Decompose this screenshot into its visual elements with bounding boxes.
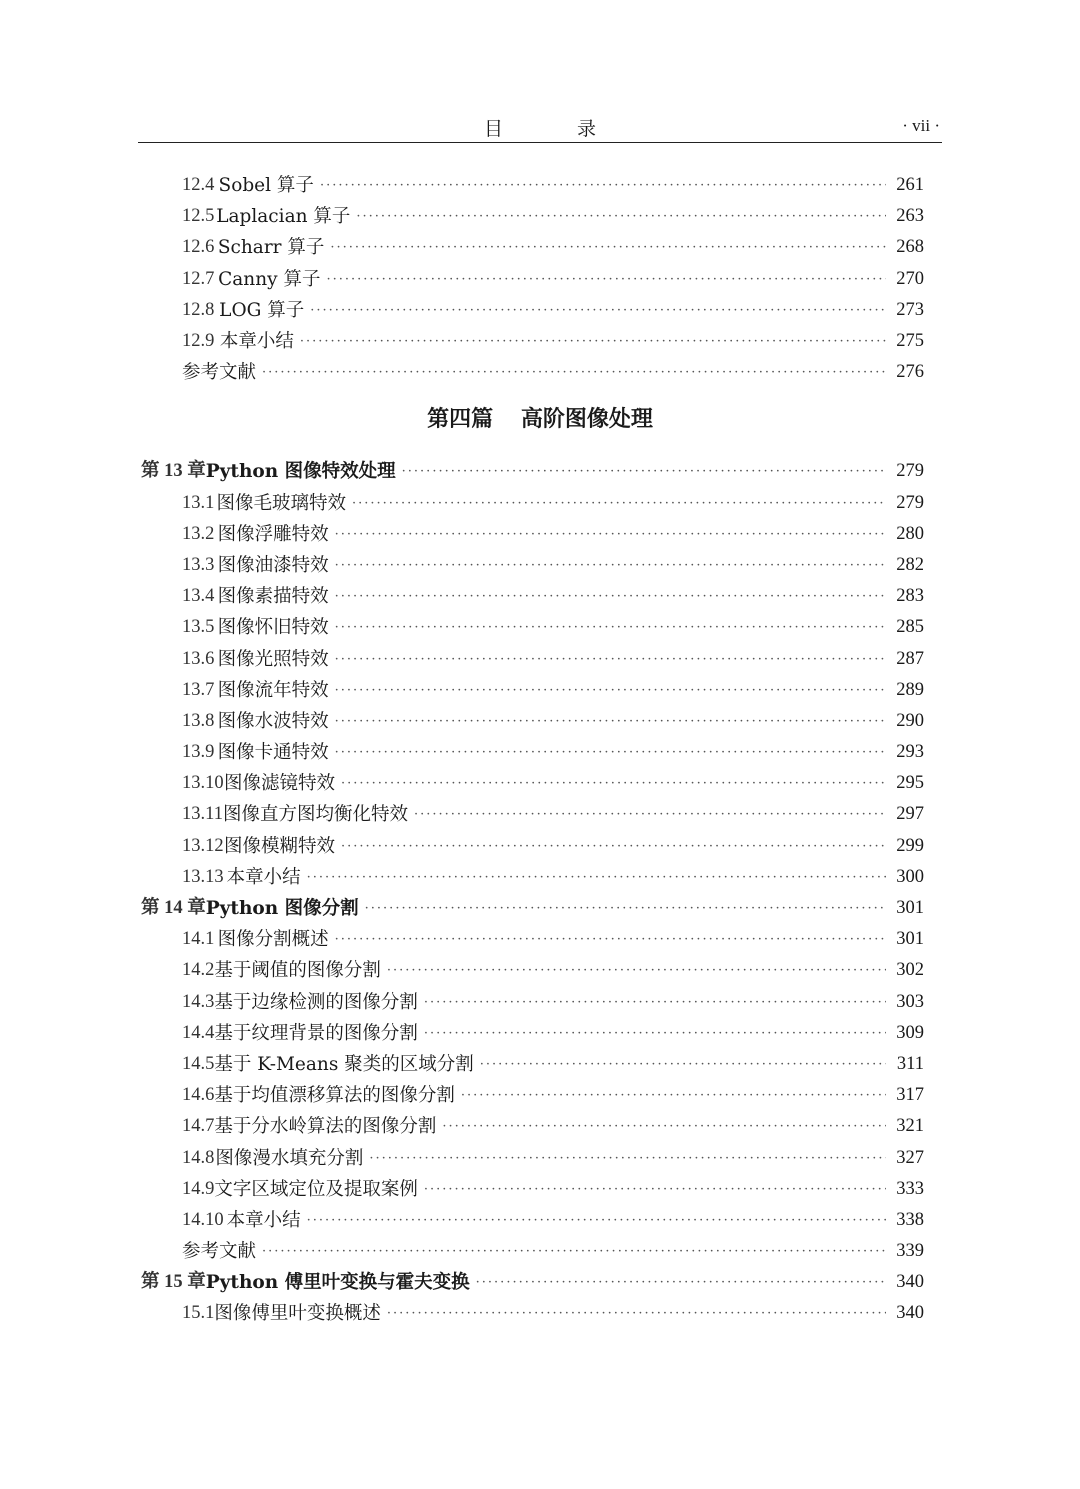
page-number: 270: [896, 268, 924, 289]
toc-entry[interactable]: [0, 737, 924, 768]
toc-entry[interactable]: [0, 643, 924, 674]
toc-entry[interactable]: [0, 550, 924, 581]
section-number: 14.2: [182, 960, 215, 981]
section-title: Sobel 算子: [218, 175, 314, 197]
section-number: 13.9: [182, 742, 215, 763]
page-number: 293: [896, 742, 924, 763]
section-number: 14.6: [182, 1085, 215, 1106]
toc-chapter-entry[interactable]: [0, 1267, 924, 1298]
section-number: 14.3: [182, 991, 215, 1012]
page-number: 295: [896, 773, 924, 794]
page-number: 301: [896, 929, 924, 950]
leader-dots: [369, 1143, 886, 1174]
leader-dots: [424, 987, 886, 1018]
leader-dots: [461, 1080, 886, 1111]
leader-dots: [476, 1267, 886, 1298]
page-number: 309: [896, 1022, 924, 1043]
leader-dots: [320, 170, 886, 201]
section-title: 图像滤镜特效: [223, 773, 335, 795]
toc-section-chapter-12: [0, 170, 1080, 388]
section-title: 图像素描特效: [217, 586, 329, 608]
section-title: 图像怀旧特效: [217, 617, 329, 639]
chapter-title: Python 图像分割: [205, 898, 359, 920]
leader-dots: [310, 295, 886, 326]
section-number: 13.2: [182, 523, 215, 544]
page-number: 317: [896, 1085, 924, 1106]
section-title: 基于均值漂移算法的图像分割: [214, 1085, 455, 1107]
leader-dots: [335, 612, 886, 643]
leader-dots: [387, 955, 886, 986]
leader-dots: [330, 232, 886, 263]
leader-dots: [335, 519, 886, 550]
section-number: 13.1: [182, 492, 215, 513]
section-number: 13.13: [182, 866, 224, 887]
leader-dots: [402, 456, 886, 487]
section-title: 基于纹理背景的图像分割: [214, 1022, 418, 1044]
toc-entry[interactable]: [0, 232, 924, 263]
toc-entry[interactable]: [0, 1018, 924, 1049]
leader-dots: [335, 644, 886, 675]
section-title: 图像水波特效: [217, 710, 329, 732]
leader-dots: [262, 1236, 886, 1267]
leader-dots: [341, 831, 886, 862]
toc-entry[interactable]: [0, 862, 924, 893]
toc-entry[interactable]: [0, 706, 924, 737]
page-number: 333: [896, 1178, 924, 1199]
section-title: Scharr 算子: [217, 237, 325, 259]
part-name: 高阶图像处理: [520, 406, 653, 433]
page-number: 283: [896, 586, 924, 607]
section-number: 13.12: [182, 835, 224, 856]
leader-dots: [335, 737, 886, 768]
page-number: 261: [896, 175, 924, 196]
section-number: 13.4: [182, 586, 215, 607]
chapter-number: 第 15 章: [141, 1272, 206, 1293]
toc-entry[interactable]: [0, 519, 924, 550]
section-number: 13.3: [182, 554, 215, 575]
toc-entry[interactable]: [0, 295, 924, 326]
page-number: 321: [896, 1116, 924, 1137]
toc-entry[interactable]: [0, 831, 924, 862]
header-page-number: · vii ·: [902, 116, 940, 135]
section-title: 图像傅里叶变换概述: [214, 1303, 381, 1325]
section-number: 15.1: [182, 1303, 215, 1324]
section-number: 14.9: [182, 1178, 215, 1199]
leader-dots: [424, 1174, 886, 1205]
section-title: 图像直方图均衡化特效: [222, 804, 408, 826]
section-number: 13.8: [182, 710, 215, 731]
toc-entry[interactable]: [0, 1049, 924, 1080]
page-number: 340: [896, 1303, 924, 1324]
section-title: 图像毛玻璃特效: [216, 492, 346, 514]
toc-entry[interactable]: [0, 1205, 924, 1236]
leader-dots: [335, 675, 886, 706]
section-number: 12.8: [182, 299, 215, 320]
section-number: 13.10: [182, 773, 224, 794]
leader-dots: [307, 862, 886, 893]
page-number: 301: [896, 898, 924, 919]
section-title: 基于阈值的图像分割: [214, 960, 381, 982]
section-number: 14.5: [182, 1053, 215, 1074]
toc-entry[interactable]: [0, 488, 924, 519]
section-number: 12.4: [182, 175, 215, 196]
section-title: 图像漫水填充分割: [215, 1147, 364, 1169]
toc-entry[interactable]: [0, 170, 924, 201]
part-label: 第四篇: [427, 406, 494, 433]
section-title: 文字区域定位及提取案例: [214, 1178, 418, 1200]
section-number: 14.10: [182, 1209, 224, 1230]
section-number: 12.5: [182, 206, 215, 227]
section-title: 图像分割概述: [217, 929, 329, 951]
page-number: 279: [896, 492, 924, 513]
leader-dots: [300, 326, 886, 357]
leader-dots: [365, 893, 886, 924]
page-header: [138, 112, 942, 143]
section-number: 14.4: [182, 1022, 215, 1043]
leader-dots: [414, 799, 886, 830]
toc-entry[interactable]: [0, 581, 924, 612]
page-number: 299: [896, 835, 924, 856]
toc-entry[interactable]: [0, 1174, 924, 1205]
toc-entry[interactable]: [0, 924, 924, 955]
leader-dots: [442, 1111, 886, 1142]
page-number: 340: [896, 1272, 924, 1293]
page-number: 300: [896, 866, 924, 887]
toc-entry[interactable]: [0, 955, 924, 986]
page-number: 285: [896, 617, 924, 638]
page-number: 311: [896, 1053, 924, 1074]
section-number: 12.9: [182, 331, 215, 352]
page-number: 302: [896, 960, 924, 981]
toc-entry[interactable]: [0, 1298, 924, 1329]
toc-section-part-four: [0, 456, 1080, 1329]
toc-entry[interactable]: [0, 326, 924, 357]
leader-dots: [262, 357, 886, 388]
leader-dots: [326, 264, 886, 295]
leader-dots: [307, 1205, 886, 1236]
section-title: LOG 算子: [219, 299, 305, 321]
section-number: 12.7: [182, 268, 215, 289]
page-number: 279: [896, 461, 924, 482]
toc-chapter-entry[interactable]: [0, 893, 924, 924]
page-number: 297: [896, 804, 924, 825]
header-title: 目 录: [483, 118, 631, 140]
section-title: Canny 算子: [218, 268, 321, 290]
leader-dots: [356, 201, 886, 232]
toc-entry[interactable]: [0, 768, 924, 799]
section-number: 14.8: [182, 1147, 215, 1168]
section-title: 基于边缘检测的图像分割: [214, 991, 418, 1013]
leader-dots: [341, 768, 886, 799]
chapter-title: Python 图像特效处理: [205, 461, 396, 483]
section-number: 13.7: [182, 679, 215, 700]
section-title: 图像模糊特效: [223, 835, 335, 857]
toc-entry[interactable]: [0, 612, 924, 643]
section-number: 14.1: [182, 929, 215, 950]
leader-dots: [335, 924, 886, 955]
section-title: 本章小结: [226, 1209, 301, 1231]
page-number: 282: [896, 554, 924, 575]
page-number: 273: [896, 299, 924, 320]
page-number: 287: [896, 648, 924, 669]
section-title: 本章小结: [219, 331, 294, 353]
toc-entry[interactable]: [0, 357, 924, 388]
section-title: 图像光照特效: [217, 648, 329, 670]
toc-entry[interactable]: [0, 1142, 924, 1173]
chapter-number: 第 13 章: [141, 461, 206, 482]
page-number: 338: [896, 1209, 924, 1230]
section-title: 图像油漆特效: [217, 554, 329, 576]
page-number: 276: [896, 362, 924, 383]
toc-entry[interactable]: [0, 1236, 924, 1267]
leader-dots: [352, 488, 886, 519]
leader-dots: [387, 1298, 886, 1329]
toc-entry[interactable]: [0, 201, 924, 232]
page-number: 268: [896, 237, 924, 258]
toc-entry[interactable]: [0, 987, 924, 1018]
leader-dots: [335, 581, 886, 612]
section-number: 13.6: [182, 648, 215, 669]
page-number: 303: [896, 991, 924, 1012]
table-of-contents: [0, 170, 1080, 1330]
page-number: 339: [896, 1241, 924, 1262]
page-number: 290: [896, 710, 924, 731]
page-number: 327: [896, 1147, 924, 1168]
leader-dots: [335, 550, 886, 581]
part-title: [0, 388, 1080, 456]
section-number: 13.11: [182, 804, 223, 825]
section-title: 参考文献: [182, 1241, 257, 1263]
toc-chapter-entry[interactable]: [0, 456, 924, 487]
section-title: 图像卡通特效: [217, 742, 329, 764]
chapter-title: Python 傅里叶变换与霍夫变换: [205, 1272, 470, 1294]
section-title: 基于 K-Means 聚类的区域分割: [214, 1053, 474, 1075]
leader-dots: [335, 706, 886, 737]
toc-entry[interactable]: [0, 264, 924, 295]
chapter-number: 第 14 章: [141, 898, 206, 919]
page-number: 280: [896, 523, 924, 544]
toc-entry[interactable]: [0, 675, 924, 706]
page-number: 289: [896, 679, 924, 700]
section-title: 图像流年特效: [217, 679, 329, 701]
toc-entry[interactable]: [0, 799, 924, 830]
section-title: 基于分水岭算法的图像分割: [214, 1116, 437, 1138]
section-title: 本章小结: [226, 866, 301, 888]
leader-dots: [480, 1049, 886, 1080]
section-number: 12.6: [182, 237, 215, 258]
section-title: Laplacian 算子: [216, 206, 351, 228]
section-title: 图像浮雕特效: [217, 523, 329, 545]
page-number: 263: [896, 206, 924, 227]
toc-entry[interactable]: [0, 1080, 924, 1111]
section-title: 参考文献: [182, 362, 257, 384]
section-number: 13.5: [182, 617, 215, 638]
toc-entry[interactable]: [0, 1111, 924, 1142]
leader-dots: [424, 1018, 886, 1049]
page-number: 275: [896, 331, 924, 352]
section-number: 14.7: [182, 1116, 215, 1137]
